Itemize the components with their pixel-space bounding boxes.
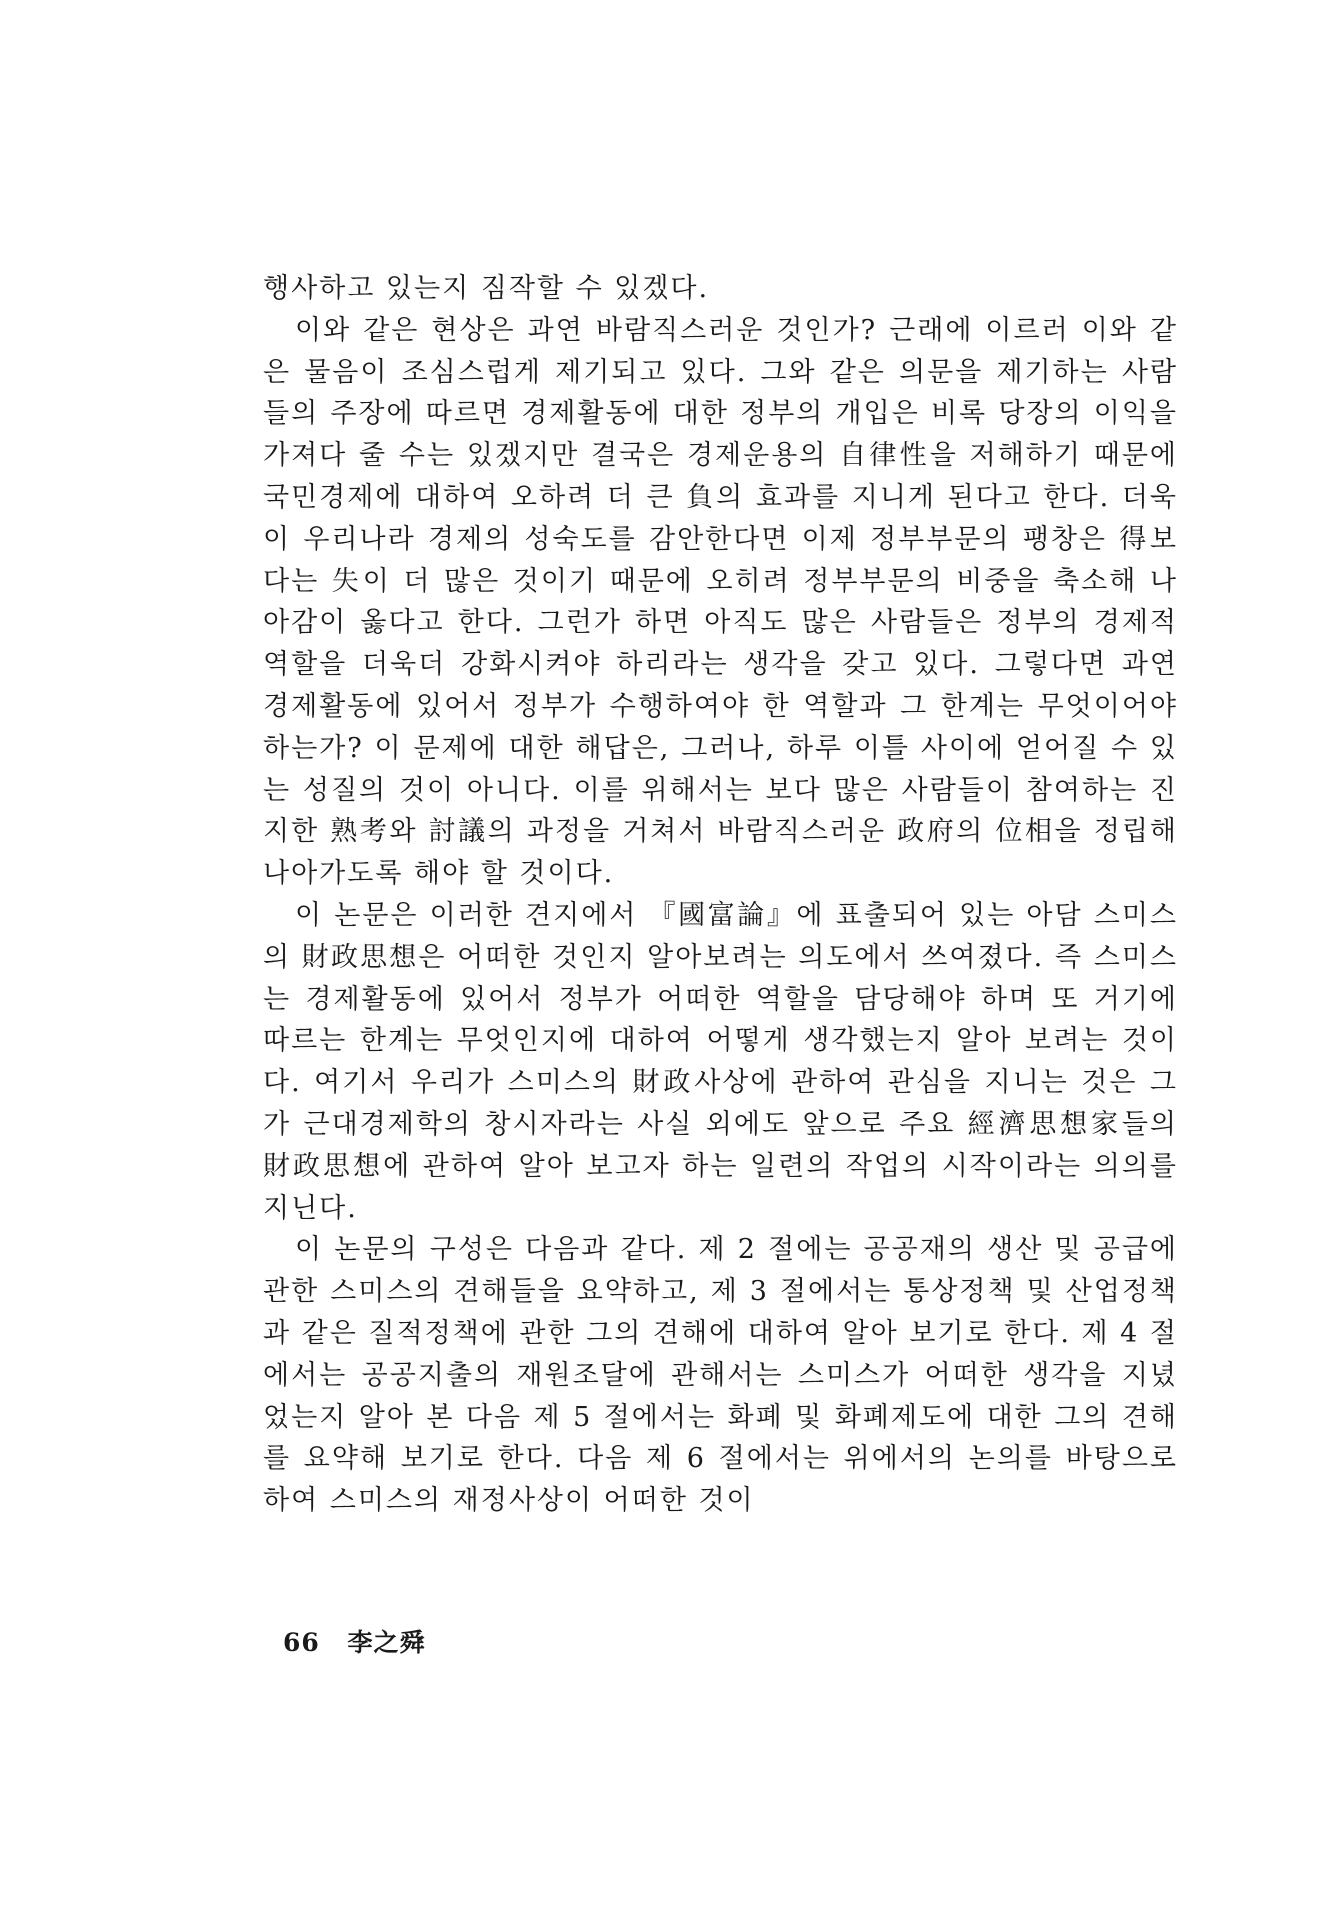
- running-author: 李之舜: [347, 1628, 426, 1657]
- page-number: 66: [283, 1628, 320, 1657]
- paragraph: 이 논문은 이러한 견지에서 『國富論』에 표출되어 있는 아담 스미스의 財政思想은 어떠한 것인지 알아보려는 의도에서 쓰여졌다. 즉 스미스는 경제활동에 있어서 정부가 어떠한 역할을 담당해야 하며 또 거기에 따르는 한계는 무엇인지에 대하여 어떻게 생각했는지 알아 보려는 것이다. 여기서 우리가 스미스의 財政사상에 관하여 관심을 지니는 것은 그가 근대경제학의 창시자라는 사실 외에도 앞으로 주요 經濟思想家들의 財政思想에 관하여 알아 보고자 하는 일련의 작업의 시작이라는 의의를 지닌다.: [263, 899, 1178, 1224]
- page-footer: [283, 1623, 426, 1659]
- paragraph-continuation: 행사하고 있는지 짐작할 수 있겠다.: [263, 273, 710, 304]
- body-text: [263, 268, 1178, 1522]
- paragraph: 이와 같은 현상은 과연 바람직스러운 것인가? 근래에 이르러 이와 같은 물음이 조심스럽게 제기되고 있다. 그와 같은 의문을 제기하는 사람들의 주장에 따르면 경제활동에 대한 정부의 개입은 비록 당장의 이익을 가져다 줄 수는 있겠지만 결국은 경제운용의 自律性을 저해하기 때문에 국민경제에 대하여 오하려 더 큰 負의 효과를 지니게 된다고 한다. 더욱이 우리나라 경제의 성숙도를 감안한다면 이제 정부부문의 팽창은 得보다는 失이 더 많은 것이기 때문에 오히려 정부부문의 비중을 축소해 나아감이 옳다고 한다. 그런가 하면 아직도 많은 사람들은 정부의 경제적 역할을 더욱더 강화시켜야 하리라는 생각을 갖고 있다. 그렇다면 과연 경제활동에 있어서 정부가 수행하여야 한 역할과 그 한계는 무엇이어야 하는가? 이 문제에 대한 해답은, 그러나, 하루 이틀 사이에 얻어질 수 있는 성질의 것이 아니다. 이를 위해서는 보다 많은 사람들이 참여하는 진지한 熟考와 討議의 과정을 거쳐서 바람직스러운 政府의 位相을 정립해 나아가도록 해야 할 것이다.: [263, 314, 1178, 890]
- paragraph: 이 논문의 구성은 다음과 같다. 제 2 절에는 공공재의 생산 및 공급에 관한 스미스의 견해들을 요약하고, 제 3 절에서는 통상정책 및 산업정책과 같은 질적정책에 관한 그의 견해에 대하여 알아 보기로 한다. 제 4 절에서는 공공지출의 재원조달에 관해서는 스미스가 어떠한 생각을 지녔었는지 알아 본 다음 제 5 절에서는 화폐 및 화폐제도에 대한 그의 견해를 요약해 보기로 한다. 다음 제 6 절에서는 위에서의 논의를 바탕으로 하여 스미스의 재정사상이 어떠한 것이: [263, 1234, 1178, 1517]
